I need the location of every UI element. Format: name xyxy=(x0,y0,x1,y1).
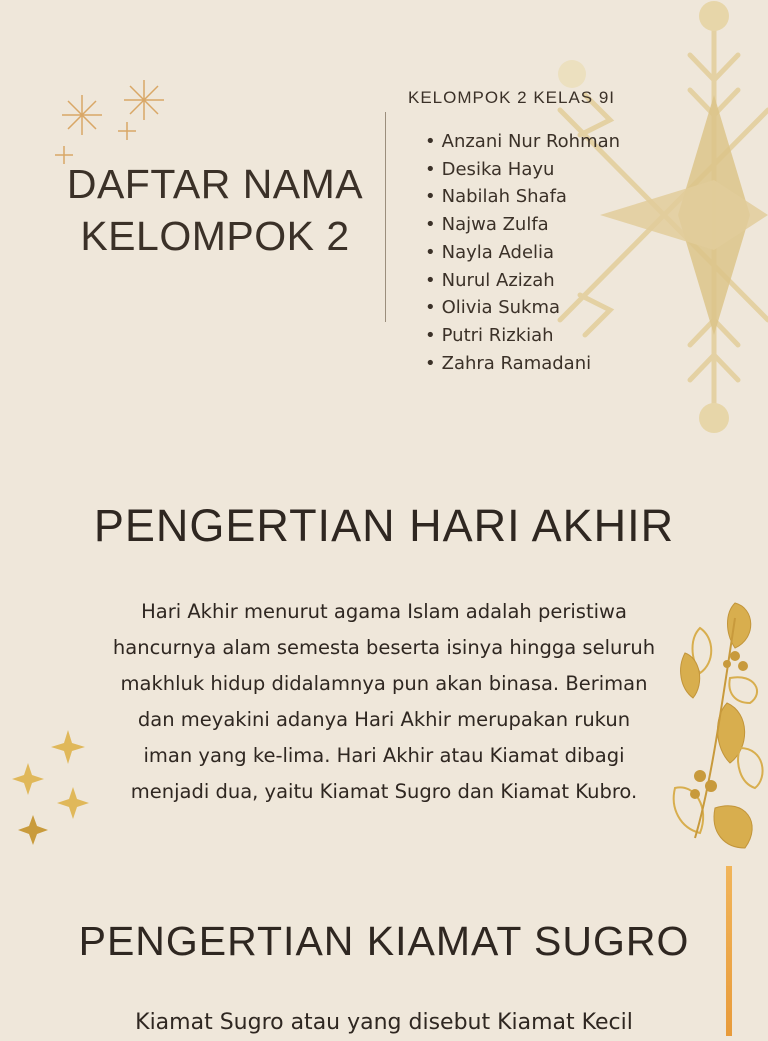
page-title xyxy=(30,158,400,262)
list-item: • Putri Rizkiah xyxy=(425,322,620,350)
list-item: • Anzani Nur Rohman xyxy=(425,128,620,156)
paragraph-line: hancurnya alam semesta beserta isinya hingga seluruh xyxy=(112,636,656,659)
title-line-2: KELOMPOK 2 xyxy=(80,213,350,259)
section-heading-hari-akhir: PENGERTIAN HARI AKHIR xyxy=(93,500,675,551)
paragraph-line: makhluk hidup didalamnya pun akan binasa. Beriman xyxy=(120,672,648,695)
paragraph-line: dan meyakini adanya Hari Akhir merupakan rukun xyxy=(137,708,631,731)
list-item: • Olivia Sukma xyxy=(425,294,620,322)
list-item: • Najwa Zulfa xyxy=(425,211,620,239)
member-list xyxy=(425,128,620,377)
paragraph-line: menjadi dua, yaitu Kiamat Sugro dan Kiamat Kubro. xyxy=(130,780,638,803)
kiamat-sugro-paragraph: Kiamat Sugro atau yang disebut Kiamat Kecil xyxy=(135,1010,633,1035)
list-item: • Desika Hayu xyxy=(425,156,620,184)
list-item: • Nurul Azizah xyxy=(425,267,620,295)
list-item: • Nabilah Shafa xyxy=(425,183,620,211)
hari-akhir-paragraph xyxy=(70,594,698,810)
section-heading-kiamat-sugro: PENGERTIAN KIAMAT SUGRO xyxy=(78,918,690,964)
list-item: • Zahra Ramadani xyxy=(425,350,620,378)
title-line-1: DAFTAR NAMA xyxy=(66,161,364,207)
group-label: KELOMPOK 2 KELAS 9I xyxy=(408,88,616,107)
list-item: • Nayla Adelia xyxy=(425,239,620,267)
paragraph-line: iman yang ke-lima. Hari Akhir atau Kiamat dibagi xyxy=(143,744,625,767)
vertical-divider xyxy=(385,112,386,322)
paragraph-line: Hari Akhir menurut agama Islam adalah peristiwa xyxy=(141,600,627,623)
